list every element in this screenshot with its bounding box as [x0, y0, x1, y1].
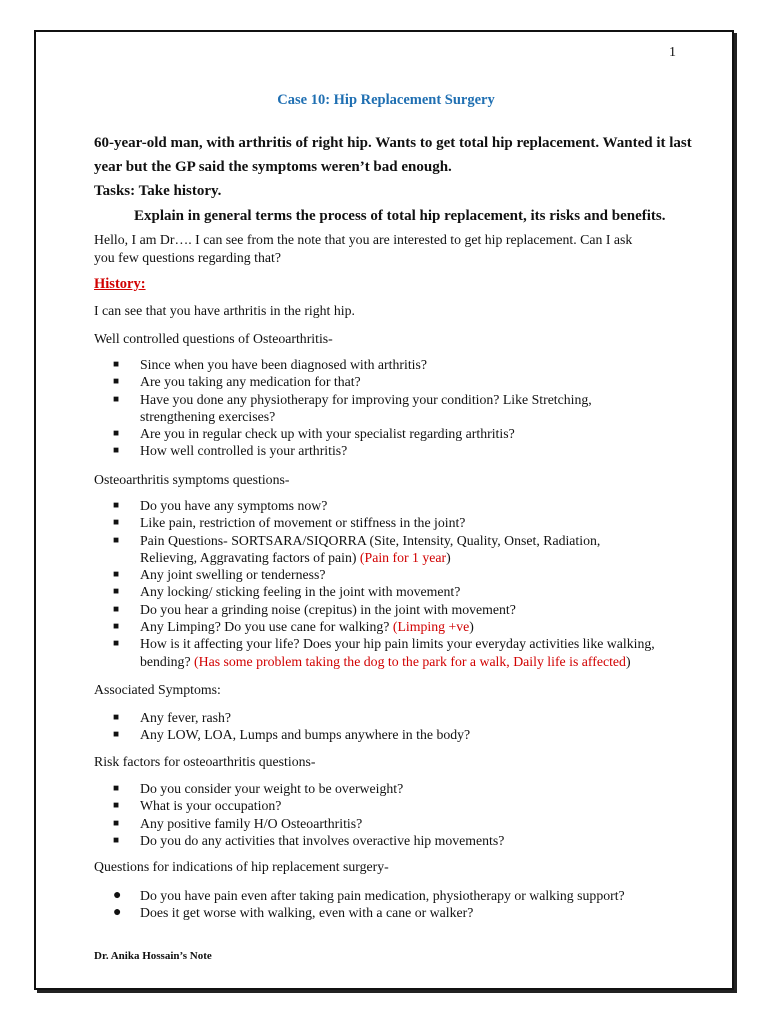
- associated-list: [94, 709, 714, 744]
- square-bullet-icon: ■: [113, 712, 120, 723]
- page-number: 1: [669, 45, 676, 60]
- list-item: ■ Do you have any symptoms now?: [113, 498, 328, 513]
- square-bullet-icon: ■: [113, 603, 120, 615]
- list-item: ■ Since when you have been diagnosed with arthritis?: [113, 357, 427, 372]
- intro-line-1: 60-year-old man, with arthritis of right hip. Wants to get total hip replacement. Wanted it last: [94, 135, 692, 151]
- greeting-line-2: you few questions regarding that?: [94, 250, 281, 265]
- square-bullet-icon: ■: [113, 569, 120, 581]
- greeting-line-1: Hello, I am Dr…. I can see from the note that you are interested to get hip replacement. Can I ask: [94, 232, 633, 247]
- risk-list: [94, 780, 714, 849]
- indications-heading: Questions for indications of hip replacement surgery-: [94, 859, 389, 874]
- square-bullet-icon: ■: [113, 534, 120, 546]
- list-item: ■ Do you do any activities that involves overactive hip movements?: [113, 832, 505, 848]
- square-bullet-icon: ■: [113, 834, 120, 846]
- list-item: ■ Have you done any physiotherapy for improving your condition? Like Stretching, strengthening exercises?: [113, 391, 592, 424]
- footer-note: Dr. Anika Hossain’s Note: [94, 950, 212, 962]
- square-bullet-icon: ■: [113, 445, 120, 457]
- square-bullet-icon: ■: [113, 376, 120, 388]
- list-item: ■ Any fever, rash?: [113, 710, 232, 725]
- associated-heading: Associated Symptoms:: [94, 682, 221, 697]
- list-item: ■ Any Limping? Do you use cane for walking? (Limping +ve): [113, 619, 474, 635]
- document-page: [34, 30, 734, 990]
- tasks-line: Tasks: Take history.: [94, 183, 222, 199]
- square-bullet-icon: ■: [113, 428, 120, 440]
- list-item: ■ What is your occupation?: [113, 798, 282, 814]
- square-bullet-icon: ■: [113, 800, 120, 812]
- list-item: ■ Any joint swelling or tenderness?: [113, 567, 326, 583]
- list-item: ● Does it get worse with walking, even with a cane or walker?: [113, 905, 474, 921]
- list-item: ■ Like pain, restriction of movement or stiffness in the joint?: [113, 515, 466, 531]
- risk-heading: Risk factors for osteoarthritis questions-: [94, 754, 316, 769]
- square-bullet-icon: ■: [113, 517, 120, 529]
- list-item: ■ How well controlled is your arthritis?: [113, 443, 348, 459]
- list-item: ■ Do you hear a grinding noise (crepitus) in the joint with movement?: [113, 601, 516, 617]
- square-bullet-icon: ■: [113, 500, 120, 511]
- history-heading: History:: [94, 276, 146, 292]
- square-bullet-icon: ■: [113, 621, 120, 633]
- square-bullet-icon: ■: [113, 359, 120, 370]
- square-bullet-icon: ■: [113, 586, 120, 598]
- symptoms-heading: Osteoarthritis symptoms questions-: [94, 472, 290, 487]
- arthritis-statement: I can see that you have arthritis in the right hip.: [94, 303, 355, 318]
- list-item: ■ Any locking/ sticking feeling in the joint with movement?: [113, 584, 461, 600]
- list-item: ■ Are you taking any medication for that?: [113, 374, 361, 390]
- square-bullet-icon: ■: [113, 817, 120, 829]
- page-title: Case 10: Hip Replacement Surgery: [277, 92, 495, 108]
- list-item: ■ Any LOW, LOA, Lumps and bumps anywhere in the body?: [113, 727, 471, 743]
- square-bullet-icon: ■: [113, 393, 120, 405]
- list-item: ■ Any positive family H/O Osteoarthritis?: [113, 815, 363, 831]
- list-item: ■ Are you in regular check up with your specialist regarding arthritis?: [113, 426, 515, 442]
- square-bullet-icon: ■: [113, 729, 120, 741]
- symptoms-list: [94, 497, 714, 670]
- round-bullet-icon: ●: [113, 905, 122, 921]
- controlled-list: [94, 356, 714, 460]
- round-bullet-icon: ●: [113, 888, 122, 903]
- list-item: ■ Pain Questions- SORTSARA/SIQORRA (Site, Intensity, Quality, Onset, Radiation, Relieving, Aggravating factors of pain) (Pain for 1 year): [113, 532, 601, 565]
- intro-line-2: year but the GP said the symptoms weren’t bad enough.: [94, 159, 452, 175]
- explain-line: Explain in general terms the process of total hip replacement, its risks and benefits.: [134, 208, 666, 224]
- controlled-heading: Well controlled questions of Osteoarthritis-: [94, 331, 333, 346]
- list-item: ■ How is it affecting your life? Does your hip pain limits your everyday activities like walking, bending? (Has some problem taking the dog to the park for a walk, Daily life is affected): [113, 636, 655, 669]
- list-item: ● Do you have pain even after taking pain medication, physiotherapy or walking support?: [113, 888, 625, 903]
- square-bullet-icon: ■: [113, 638, 120, 650]
- list-item: ■ Do you consider your weight to be overweight?: [113, 781, 404, 796]
- indications-list: [94, 887, 714, 922]
- square-bullet-icon: ■: [113, 783, 120, 794]
